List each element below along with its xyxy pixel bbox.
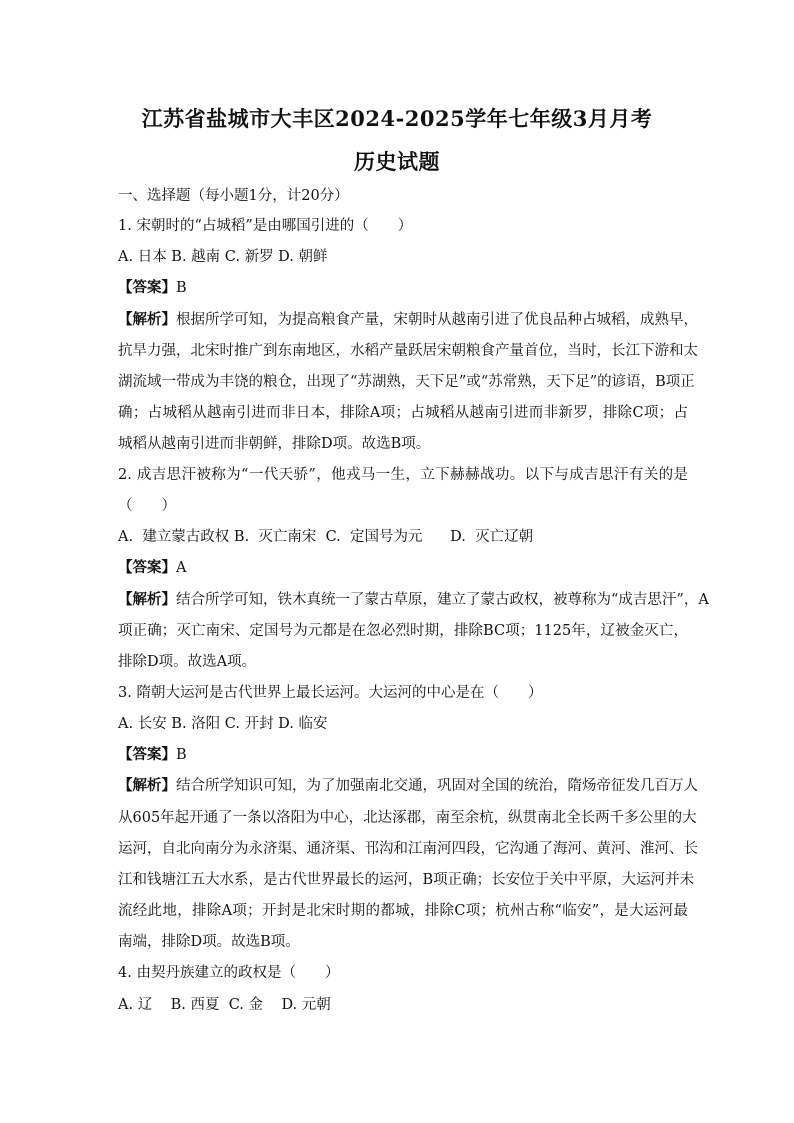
question-2-analysis-line (118, 590, 709, 610)
question-2-stem: （ ） (118, 498, 176, 514)
answer-value: B (176, 280, 187, 296)
question-2-analysis-line: 排除D项。故选A项。 (118, 654, 257, 670)
question-1-answer (118, 278, 688, 298)
question-2-stem: 2. 成吉思汗被称为“一代天骄”，他戎马一生，立下赫赫战功。以下与成吉思汗有关的是 (118, 467, 688, 483)
question-1-stem: 1. 宋朝时的“占城稻”是由哪国引进的（ ） (118, 218, 413, 234)
answer-value: A (176, 560, 187, 576)
analysis-tag: 【解析】 (118, 591, 176, 608)
question-2-analysis-line: 项正确；灭亡南宋、定国号为元都是在忽必烈时期，排除BC项；1125年，辽被金灭亡， (118, 623, 688, 639)
question-1-analysis-line: 抗旱力强，北宋时推广到东南地区，水稻产量跃居宋朝粮食产量首位，当时，长江下游和太 (118, 343, 698, 359)
question-4-options: A. 辽 B. 西夏 C. 金 D. 元朝 (118, 997, 331, 1013)
question-1-analysis-line: 确；占城稻从越南引进而非日本，排除A项；占城稻从越南引进而非新罗，排除C项；占 (118, 405, 688, 421)
analysis-text: 结合所学知识可知，为了加强南北交通，巩固对全国的统治，隋炀帝征发几百万人 (176, 778, 698, 794)
document-subtitle: 历史试题 (354, 149, 440, 174)
answer-tag: 【答案】 (118, 746, 176, 763)
answer-value: B (176, 747, 187, 763)
analysis-text: 根据所学可知，为提高粮食产量，宋朝时从越南引进了优良品种占城稻，成熟早， (176, 312, 698, 328)
document-title: 江苏省盐城市大丰区2024-2025学年七年级3月月考 (141, 106, 653, 131)
question-4-stem: 4. 由契丹族建立的政权是（ ） (118, 965, 340, 981)
question-3-stem: 3. 隋朝大运河是古代世界上最长运河。大运河的中心是在（ ） (118, 685, 543, 701)
question-1-analysis-line: 湖流域一带成为丰饶的粮仓，出现了“苏湖熟，天下足”或“苏常熟，天下足”的谚语，B项正 (118, 374, 695, 390)
question-1-analysis-line (118, 310, 698, 330)
section-heading: 一、选择题（每小题1分，计20分） (118, 188, 349, 204)
answer-tag: 【答案】 (118, 559, 176, 576)
question-3-analysis-line: 江和钱塘江五大水系，是古代世界最长的运河，B项正确；长安位于关中平原，大运河并未 (118, 872, 695, 888)
question-1-analysis-line: 城稻从越南引进而非朝鲜，排除D项。故选B项。 (118, 436, 431, 452)
question-3-analysis-line: 运河，自北向南分为永济渠、通济渠、邗沟和江南河四段，它沟通了海河、黄河、淮河、长 (118, 841, 698, 857)
question-1-options: A. 日本 B. 越南 C. 新罗 D. 朝鲜 (118, 249, 328, 265)
question-3-analysis-line (118, 776, 698, 796)
question-3-analysis-line: 南端，排除D项。故选B项。 (118, 934, 300, 950)
question-3-options: A. 长安 B. 洛阳 C. 开封 D. 临安 (118, 716, 328, 732)
question-3-analysis-line: 从605年起开通了一条以洛阳为中心，北达涿郡，南至余杭，纵贯南北全长两千多公里的大 (118, 810, 697, 826)
analysis-tag: 【解析】 (118, 777, 176, 794)
question-3-answer (118, 745, 688, 765)
question-3-analysis-line: 流经此地，排除A项；开封是北宋时期的都城，排除C项；杭州古称“临安”，是大运河最 (118, 903, 688, 919)
analysis-tag: 【解析】 (118, 311, 176, 328)
analysis-text: 结合所学可知，铁木真统一了蒙古草原，建立了蒙古政权，被尊称为“成吉思汗”，A (176, 592, 709, 608)
question-2-answer (118, 558, 688, 578)
question-2-options: A. 建立蒙古政权 B. 灭亡南宋 C. 定国号为元 D. 灭亡辽朝 (118, 529, 534, 545)
answer-tag: 【答案】 (118, 279, 176, 296)
